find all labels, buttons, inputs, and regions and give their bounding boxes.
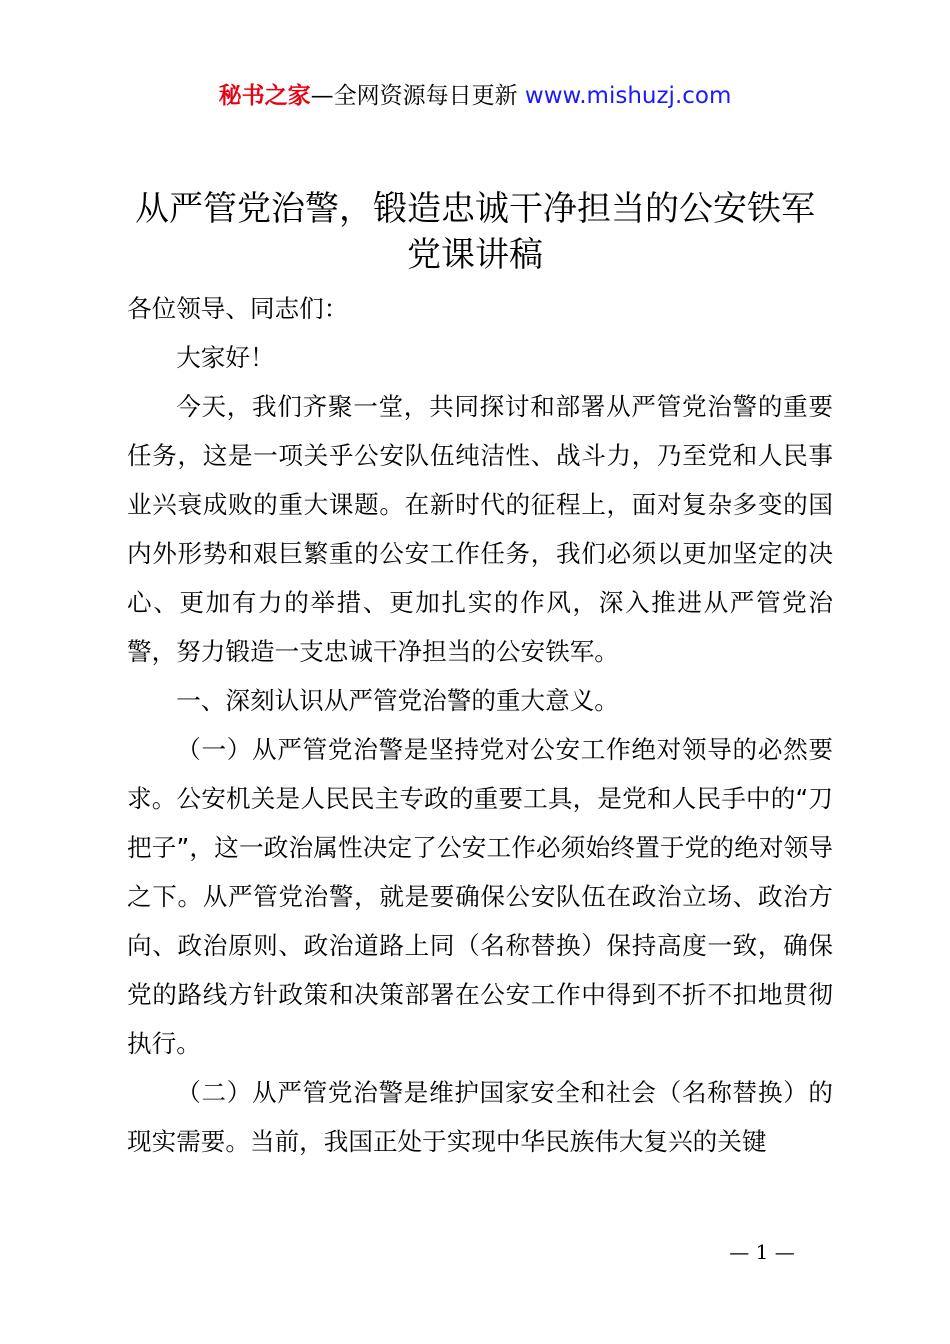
title-line-1: 从严管党治警，锻造忠诚干净担当的公安铁军 (135, 189, 815, 229)
brand-name: 秘书之家 (218, 83, 311, 109)
body-paragraph: 今天，我们齐聚一堂，共同探讨和部署从严管党治警的重要任务，这是一项关乎公安队伍纯洁性、战斗力，乃至党和人民事业兴衰成败的重大课题。在新时代的征程上，面对复杂多变的国内外形势和艰巨繁重的公安工作任务，我们必须以更加坚定的决心、更加有力的举措、更加扎实的作风，深入推进从严管党治警，努力锻造一支忠诚干净担当的公安铁军。 (127, 392, 833, 666)
title-line-2: 党课讲稿 (407, 235, 543, 275)
body-paragraph: （一）从严管党治警是坚持党对公安工作绝对领导的必然要求。公安机关是人民民主专政的重要工具，是党和人民手中的“刀把子”，这一政治属性决定了公安工作必须始终置于党的绝对领导之下。从严管党治警，就是要确保公安队伍在政治立场、政治方向、政治原则、政治道路上同（名称替换）保持高度一致，确保党的路线方针政策和决策部署在公安工作中得到不折不扣地贯彻执行。 (127, 735, 833, 1058)
salutation: 各位领导、同志们： (127, 294, 349, 323)
site-header (0, 80, 950, 112)
site-url-link[interactable]: www.mishuzj.com (524, 83, 732, 109)
header-tagline: —全网资源每日更新 (310, 83, 525, 109)
body-paragraph: （二）从严管党治警是维护国家安全和社会（名称替换）的现实需要。当前，我国正处于实现中华民族伟大复兴的关键 (127, 1078, 833, 1156)
greeting: 大家好！ (176, 343, 275, 372)
section-heading: 一、深刻认识从严管党治警的重大意义。 (176, 686, 619, 715)
page-number: — 1 — (729, 1240, 795, 1264)
document-body (127, 284, 833, 1166)
document-title (60, 186, 890, 278)
